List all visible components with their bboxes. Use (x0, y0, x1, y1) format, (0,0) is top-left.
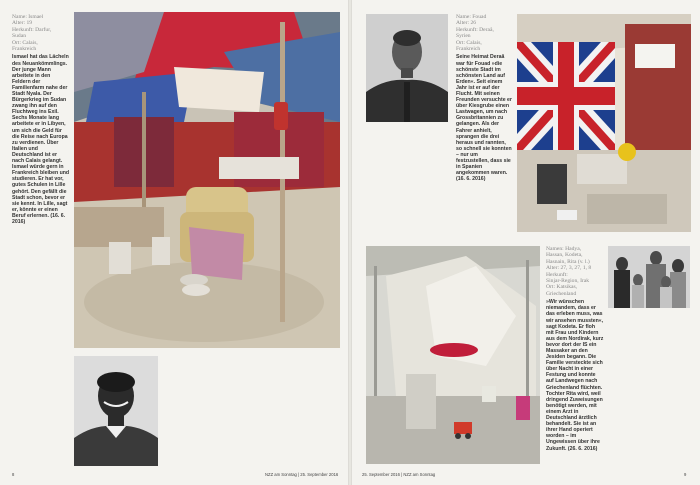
folio-right (684, 472, 686, 477)
fouad-caption (456, 14, 512, 182)
fouad-date: (16. 6. 2016) (456, 176, 486, 183)
folio-right-text (362, 472, 435, 477)
meta-line: Name: Ismael (12, 14, 44, 20)
ismael-text: Ismael hat das Lächeln des Neuankömmlings. Der junge Mann arbeitete in den Feldern der Familienfarm nahe der Stadt Nyala. Der Bürgerkrieg im Sudan zwang ihn auf den Fluchtweg ins Exil. Sechs Monate lang arbeitete er in Libyen, um sich die Geld für die Reise nach Europa zu verdienen. Über Italien und Deutschland ist er nach Calais gelangt. Ismael würde gern in Frankreich bleiben und studieren. Er hat vor, gutes Schulen in Lille gehört. Den gefällt die Stadt schon, bevor er sie kennt. In Lille, sagt er, könnte er einen Beruf erlernen. (12, 54, 70, 219)
family-portrait (608, 246, 690, 308)
meta-line: Griechenland (546, 290, 577, 297)
meta-line: Frankreich (456, 46, 481, 53)
family-caption (546, 246, 604, 452)
meta-line: Frankreich (12, 46, 37, 53)
meta-line: Hassan, Kodeta, (546, 252, 583, 259)
folio-left (12, 472, 14, 477)
tent-interior-photo (74, 12, 340, 348)
meta-line: Ort: Calais, (12, 39, 38, 46)
ismael-date: (16. 6. 2016) (12, 212, 66, 225)
meta-line: Ort: Katsikas, (546, 284, 578, 291)
meta-line: Ort: Calais, (456, 39, 482, 46)
fouad-body (456, 54, 512, 182)
ismael-caption (12, 14, 70, 225)
ismael-portrait (74, 356, 158, 466)
folio-left-text (265, 472, 338, 477)
fouad-portrait (366, 14, 448, 122)
meta-line: Sinjar-Region, Irak (546, 278, 590, 285)
ismael-body (12, 54, 70, 225)
fouad-meta (456, 14, 512, 52)
union-jack-flag (517, 42, 615, 150)
fouad-text: Seine Heimat Deraâ war für Fouad »die schönste Stadt im schönsten Land auf Erden«. Seit einem Jahr ist er auf der Flucht. Mit seinen Freunden versuchte er über Kiesgrube einen Lastwagen, um nach Grossbritannien zu gelangen. Als der Fahrer anhielt, sprangen die drei heraus und rannten, so schnell sie konnten – nur um festzustellen, dass sie in Spanien angekommen waren. (456, 54, 512, 177)
meta-line: Namen: Hadya, (546, 246, 582, 252)
family-date: (26. 6. 2016) (567, 445, 598, 452)
publication-line: NZZ am Sonntag | 25. September 2016 (265, 472, 339, 477)
meta-line: Herkunft: Deraâ, (456, 26, 494, 33)
ismael-meta (12, 14, 70, 52)
meta-line: Name: Fouad (456, 14, 487, 20)
page-number: 9 (684, 472, 687, 477)
spine-gutter (348, 0, 352, 485)
meta-line: Alter: 26 (456, 20, 477, 27)
meta-line: Hasnain, Rita (v. l.) (546, 258, 590, 265)
meta-line: Alter: 19 (12, 20, 33, 27)
meta-line: Herkunft: (546, 271, 568, 278)
family-body (546, 299, 604, 451)
union-jack-tent-photo (517, 14, 691, 232)
meta-line: Sudan (12, 33, 26, 40)
meta-line: Alter: 27, 3, 27, 1, 8 (546, 265, 592, 272)
tent-camp-photo (366, 246, 540, 464)
family-meta (546, 246, 604, 297)
meta-line: Syrien (456, 33, 471, 40)
meta-line: Herkunft: Darfur, (12, 26, 52, 33)
page-number: 8 (12, 472, 15, 477)
publication-line: 25. September 2016 | NZZ am Sonntag (362, 472, 436, 477)
family-text: »Wir wünschen niemandem, dass er das erleben muss, was wir ansehen mussten«, sagt Kodeta. Er floh mit Frau und Kindern aus dem Nordirak, kurz bevor dort der IS ein Massaker an den Jesiden begann. Die Familie versteckte sich über Nacht in einer Festung und konnte auf Landwegen nach Griechenland flüchten. Tochter Rita wird, weil dringend Zuweisungen benötigt werden, mit einem Arzt in Deutschland ärztlich behandelt. Sie ist an ihrer Hand operiert worden – im Ungewissen über ihre Zukunft. (546, 299, 604, 452)
